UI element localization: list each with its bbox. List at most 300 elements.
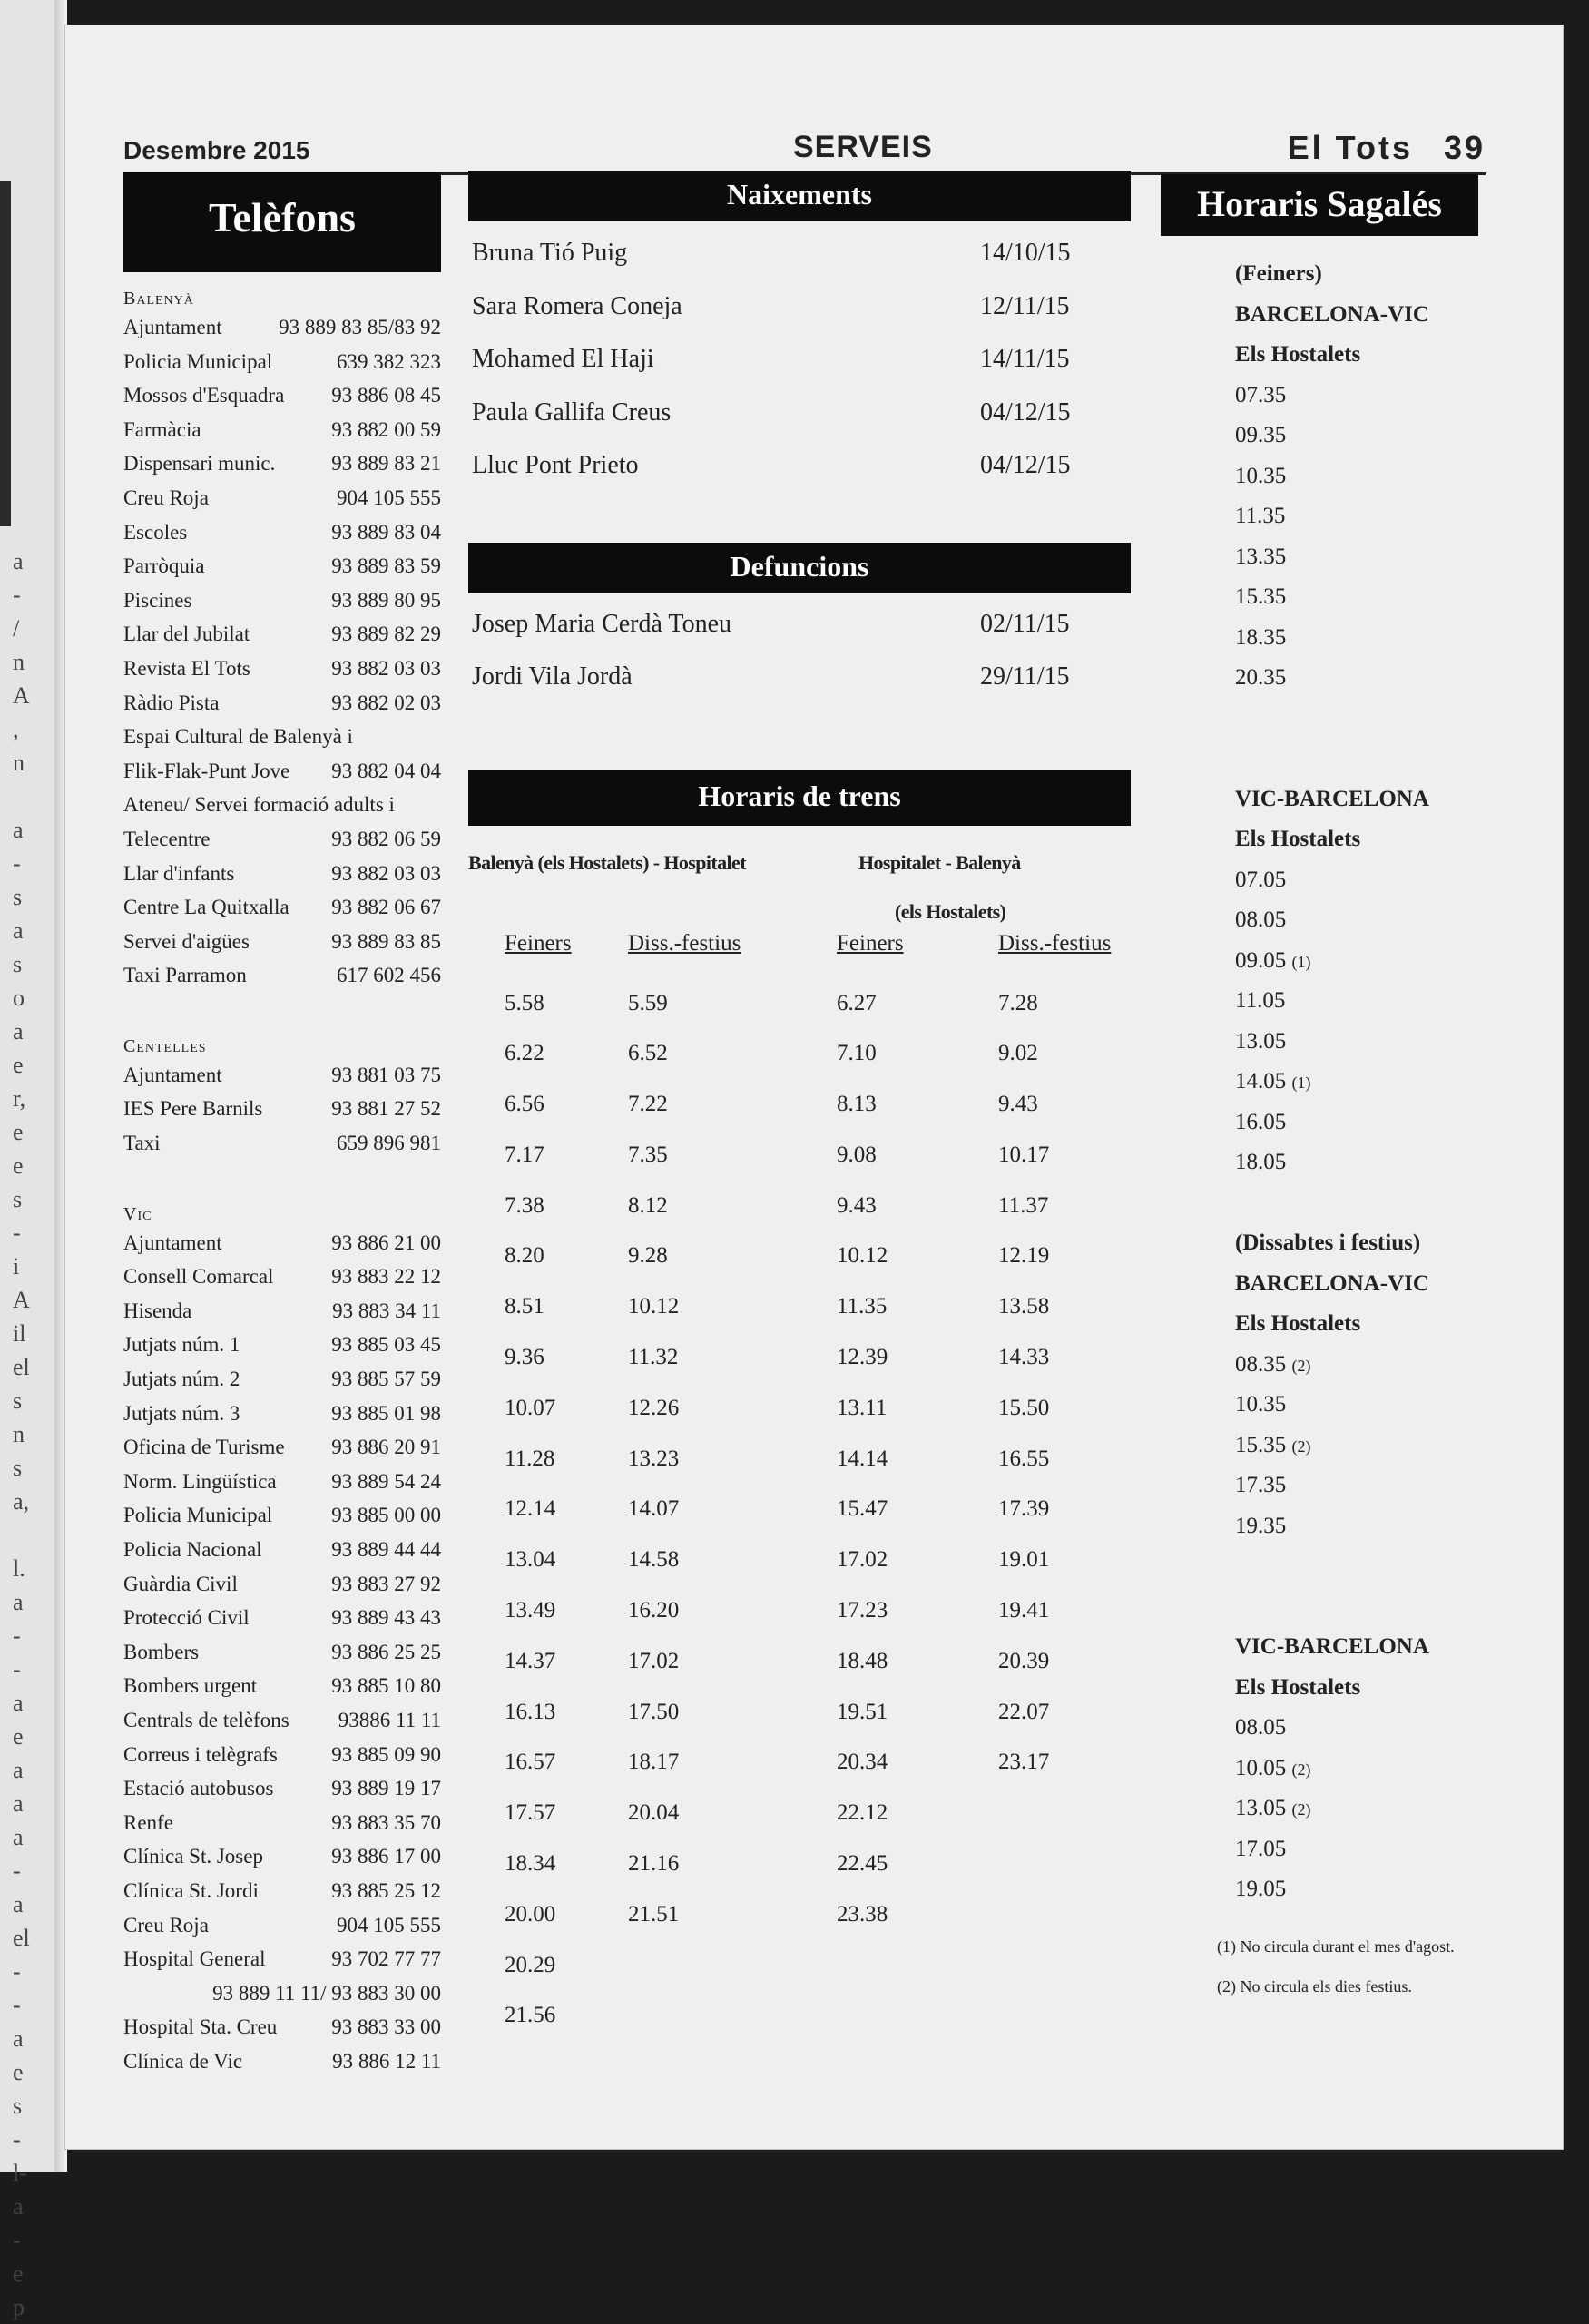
bus-time-row — [1235, 537, 1478, 578]
train-time: 6.56 — [505, 1092, 544, 1117]
prev-page-fragment: s — [13, 1455, 23, 1481]
phone-entry-name: Clínica St. Jordi — [123, 1878, 259, 1902]
phone-entry-name: Hospital General — [123, 1947, 266, 1971]
prev-page-fragment: A — [13, 1287, 30, 1313]
bus-time-note: (2) — [1291, 1800, 1311, 1819]
phone-number: 93 889 83 85 — [331, 929, 441, 953]
train-time: 16.20 — [628, 1598, 680, 1623]
naixements-entry — [472, 333, 1131, 387]
phone-number: 93 889 83 59 — [331, 554, 441, 578]
phone-row — [123, 549, 441, 583]
train-time: 20.00 — [505, 1901, 556, 1927]
phone-number: 93 889 11 11/ 93 883 30 00 — [212, 1981, 441, 2005]
phone-number: 93 882 02 03 — [331, 691, 441, 714]
bus-time: 13.35 — [1235, 544, 1287, 569]
train-row — [468, 1332, 1131, 1383]
phone-row — [123, 310, 441, 345]
bus-time-row — [1235, 860, 1478, 901]
train-time: 11.28 — [505, 1446, 555, 1471]
train-time: 12.26 — [628, 1395, 680, 1420]
train-time: 5.58 — [505, 990, 544, 1015]
train-time: 10.12 — [628, 1294, 680, 1319]
phone-row — [123, 1738, 441, 1772]
phone-number: 93 885 03 45 — [331, 1333, 441, 1357]
phone-entry-name: Policia Municipal — [123, 349, 273, 373]
defuncions-entry — [472, 598, 1131, 652]
bus-time-note: (2) — [1291, 1356, 1311, 1375]
phone-number: 93 886 12 11 — [332, 2049, 441, 2073]
train-row — [468, 1940, 1131, 1991]
train-time: 19.01 — [998, 1547, 1050, 1573]
person-name: Sara Romera Coneja — [472, 291, 682, 320]
phone-entry-name: Protecció Civil — [123, 1606, 250, 1630]
train-time: 22.12 — [837, 1800, 888, 1826]
train-time: 17.57 — [505, 1800, 556, 1826]
bus-time: 07.05 — [1235, 867, 1287, 892]
naixements-list — [468, 227, 1131, 493]
train-time: 11.37 — [998, 1192, 1049, 1218]
defuncions-title: Defuncions — [468, 543, 1131, 593]
train-time: 14.58 — [628, 1547, 680, 1573]
page-number: 39 — [1443, 129, 1486, 166]
train-time: 21.51 — [628, 1901, 680, 1927]
col-festius-a: Diss.-festius — [628, 930, 741, 956]
train-time: 11.35 — [837, 1294, 888, 1319]
bus-time: 14.05 — [1235, 1069, 1287, 1093]
train-time: 13.58 — [998, 1294, 1050, 1319]
phone-row — [123, 1328, 441, 1362]
bus-time-row — [1235, 1749, 1478, 1790]
phone-entry-name: Norm. Lingüística — [123, 1469, 277, 1493]
prev-page-fragment — [13, 1518, 29, 1552]
bus-time: 09.05 — [1235, 947, 1287, 973]
phone-number: 93 883 22 12 — [331, 1265, 441, 1289]
bus-route: VIC-BARCELONA — [1235, 1634, 1429, 1659]
train-time: 21.56 — [505, 2003, 556, 2028]
prev-page-fragment: l. — [13, 1555, 25, 1582]
spacer — [1235, 739, 1478, 780]
bus-time-row — [1235, 1426, 1478, 1466]
phone-number: 904 105 555 — [337, 1913, 441, 1937]
person-name: Lluc Pont Prieto — [472, 451, 639, 479]
bus-time: 15.35 — [1235, 584, 1287, 609]
prev-page-fragment: - — [13, 582, 21, 608]
phone-row — [123, 1839, 441, 1874]
phone-number: 93 886 21 00 — [331, 1231, 441, 1254]
phone-number: 93 889 83 04 — [331, 520, 441, 544]
phone-row — [123, 345, 441, 379]
prev-page-fragment: - — [13, 1623, 21, 1649]
phone-entry-name: Hisenda — [123, 1299, 192, 1322]
bus-time: 20.35 — [1235, 665, 1287, 690]
train-time: 6.52 — [628, 1041, 668, 1066]
phone-entry-name: Ajuntament — [123, 1063, 222, 1086]
train-row — [468, 1484, 1131, 1535]
phone-entry-name: Espai Cultural de Balenyà i — [123, 725, 353, 749]
phone-number: 93 886 20 91 — [331, 1436, 441, 1459]
prev-page-fragment: - — [13, 850, 21, 877]
train-row — [468, 1839, 1131, 1889]
person-name: Josep Maria Cerdà Toneu — [472, 609, 732, 638]
train-time: 14.14 — [837, 1446, 888, 1471]
prev-page-fragment: l- — [13, 2160, 27, 2186]
train-time: 20.29 — [505, 1952, 556, 1977]
train-time: 9.08 — [837, 1142, 877, 1167]
phone-row — [123, 446, 441, 481]
spacer — [1235, 1183, 1478, 1224]
phone-row — [123, 1601, 441, 1635]
phone-row — [123, 1430, 441, 1465]
person-name: Paula Gallifa Creus — [472, 397, 672, 427]
prev-page-fragment: a — [13, 817, 24, 843]
bus-time-note: (1) — [1291, 1074, 1311, 1092]
defuncions-list — [468, 598, 1131, 704]
phone-row — [123, 1771, 441, 1806]
entry-date: 04/12/15 — [980, 451, 1071, 479]
prev-page-fragment: e — [13, 2260, 24, 2287]
col-feiners-a: Feiners — [505, 930, 572, 956]
phone-entry-name: Oficina de Turisme — [123, 1436, 285, 1459]
phone-number: 93 885 57 59 — [331, 1368, 441, 1391]
train-time: 16.55 — [998, 1446, 1050, 1471]
naixements-entry — [472, 439, 1131, 493]
phone-entry-name: Mossos d'Esquadra — [123, 384, 285, 407]
bus-route: BARCELONA-VIC — [1235, 301, 1429, 327]
phone-row — [123, 1226, 441, 1260]
prev-page-fragment: , — [13, 716, 19, 742]
phone-number: 93 885 25 12 — [331, 1878, 441, 1902]
phone-entry-name: Guàrdia Civil — [123, 1572, 238, 1595]
train-time: 9.43 — [837, 1192, 877, 1218]
train-row — [468, 1788, 1131, 1839]
previous-page-text-fragments — [13, 544, 29, 2324]
bus-time-row — [1235, 1869, 1478, 1910]
phone-number: 93 885 00 00 — [331, 1504, 441, 1527]
telefons-list — [123, 283, 441, 2079]
train-row — [468, 978, 1131, 1029]
phone-number: 93 886 17 00 — [331, 1845, 441, 1868]
prev-page-fragment: s — [13, 1186, 23, 1212]
phone-entry-name: Correus i telègrafs — [123, 1742, 278, 1766]
train-time: 19.51 — [837, 1699, 888, 1724]
prev-page-fragment: a — [13, 1824, 24, 1850]
bus-time: 08.05 — [1235, 1715, 1287, 1740]
phone-row — [123, 686, 441, 721]
naixements-entry — [472, 280, 1131, 334]
phone-row — [123, 1908, 441, 1943]
telefons-title: Telèfons — [123, 172, 441, 272]
train-time: 14.33 — [998, 1345, 1050, 1370]
prev-page-fragment: a — [13, 2025, 24, 2052]
train-row — [468, 1231, 1131, 1281]
phone-row — [123, 1362, 441, 1397]
prev-page-fragment: / — [13, 615, 20, 642]
trains-column-headers — [468, 931, 1131, 978]
entry-date: 12/11/15 — [980, 291, 1070, 320]
prev-page-fragment: - — [13, 1992, 21, 2018]
phone-number: 93 882 03 03 — [331, 861, 441, 885]
prev-page-fragment: a — [13, 1690, 24, 1716]
page-header — [123, 98, 1486, 175]
prev-page-fragment: a — [13, 1757, 24, 1783]
prev-page-fragment: o — [13, 985, 25, 1011]
naixements-entry — [472, 227, 1131, 280]
train-time: 17.23 — [837, 1598, 888, 1623]
phone-number: 93 882 03 03 — [331, 656, 441, 680]
phone-entry-name: Parròquia — [123, 554, 205, 578]
phone-entry-name: Servei d'aigües — [123, 929, 250, 953]
phone-entry-name: Llar d'infants — [123, 861, 235, 885]
prev-page-fragment: - — [13, 1958, 21, 1985]
phone-row — [123, 1806, 441, 1840]
phone-entry-name: Consell Comarcal — [123, 1265, 274, 1289]
phone-row — [123, 720, 441, 754]
bus-time-row — [1235, 376, 1478, 417]
phone-row — [123, 1703, 441, 1738]
bus-time-note: (2) — [1291, 1437, 1311, 1456]
bus-time-row — [1235, 456, 1478, 497]
phone-entry-name: Creu Roja — [123, 485, 209, 509]
train-row — [468, 1383, 1131, 1434]
route-balenya-hospitalet: Balenyà (els Hostalets) - Hospitalet — [468, 850, 746, 874]
phone-row — [123, 788, 441, 822]
train-time: 13.23 — [628, 1446, 680, 1471]
bus-time: 11.05 — [1235, 988, 1286, 1013]
train-row — [468, 1535, 1131, 1585]
phone-row — [123, 857, 441, 891]
bus-time: 10.05 — [1235, 1755, 1287, 1780]
train-time: 8.20 — [505, 1243, 544, 1269]
bus-time: 08.05 — [1235, 907, 1287, 932]
phone-number: 93 881 27 52 — [331, 1097, 441, 1121]
prev-page-fragment: el — [13, 1354, 30, 1380]
train-time: 14.07 — [628, 1496, 680, 1522]
bus-time: 07.35 — [1235, 382, 1287, 407]
phone-entry-name: Ajuntament — [123, 316, 222, 338]
bus-time-row — [1235, 1385, 1478, 1426]
train-time: 7.22 — [628, 1092, 668, 1117]
train-time: 13.11 — [837, 1395, 888, 1420]
train-time: 12.39 — [837, 1345, 888, 1370]
bus-time: 09.35 — [1235, 423, 1287, 447]
phone-entry-name: Jutjats núm. 3 — [123, 1401, 240, 1425]
prev-page-fragment: a — [13, 2193, 24, 2220]
person-name: Mohamed El Haji — [472, 345, 654, 373]
phone-entry-name: Jutjats núm. 1 — [123, 1333, 240, 1357]
prev-page-fragment: e — [13, 1052, 24, 1078]
train-time: 10.07 — [505, 1395, 556, 1420]
bus-route: VIC-BARCELONA — [1235, 786, 1429, 811]
prev-page-fragment: - — [13, 2126, 21, 2152]
phone-number: 93 889 43 43 — [331, 1606, 441, 1630]
phone-number: 93 882 06 59 — [331, 827, 441, 850]
train-time: 7.38 — [505, 1192, 544, 1218]
train-time: 20.39 — [998, 1648, 1050, 1673]
bus-time: 18.35 — [1235, 624, 1287, 650]
train-time: 10.17 — [998, 1142, 1050, 1167]
footnote: (1) No circula durant el mes d'agost. — [1217, 1937, 1455, 1956]
prev-page-fragment: - — [13, 1858, 21, 1884]
trains-route-headings — [468, 826, 1131, 926]
train-row — [468, 1636, 1131, 1687]
phone-entry-name: Bombers urgent — [123, 1674, 258, 1698]
train-time: 18.34 — [505, 1851, 556, 1877]
issue-date: Desembre 2015 — [123, 136, 310, 164]
train-row — [468, 1079, 1131, 1130]
phone-entry-name: Taxi Parramon — [123, 964, 247, 987]
phone-number: 93 889 83 85/83 92 — [279, 316, 441, 338]
bus-time: 10.35 — [1235, 1392, 1287, 1417]
phone-number: 93 882 04 04 — [331, 759, 441, 782]
naixements-entry — [472, 387, 1131, 440]
bus-time: 18.05 — [1235, 1150, 1287, 1174]
sagales-schedules — [1161, 254, 1478, 1910]
spacer — [1235, 1546, 1478, 1587]
prev-page-fragment: s — [13, 884, 23, 910]
phone-row — [123, 2010, 441, 2045]
bus-time-row — [1235, 1142, 1478, 1183]
phone-row — [123, 1294, 441, 1329]
bus-time: 19.05 — [1235, 1877, 1287, 1901]
prev-page-fragment: a — [13, 1589, 24, 1615]
phone-number: 93 889 44 44 — [331, 1538, 441, 1561]
prev-page-fragment: il — [13, 1320, 26, 1347]
phone-number: 93 882 06 67 — [331, 896, 441, 919]
phone-entry-name: Bombers — [123, 1640, 200, 1663]
train-row — [468, 1028, 1131, 1079]
phone-row — [123, 1498, 441, 1533]
phone-number: 93 886 25 25 — [331, 1640, 441, 1663]
phone-row — [123, 890, 441, 925]
phone-entry-name: Hospital Sta. Creu — [123, 2015, 278, 2039]
phone-entry-name: Policia Municipal — [123, 1504, 273, 1527]
naixements-title: Naixements — [468, 171, 1131, 221]
prev-page-fragment: a — [13, 917, 24, 944]
train-time: 7.35 — [628, 1142, 668, 1167]
phone-row — [123, 1533, 441, 1567]
phone-number: 93 883 33 00 — [331, 2015, 441, 2039]
prev-page-fragment: - — [13, 1656, 21, 1682]
phone-row — [123, 1976, 441, 2011]
phone-entry-name: Dispensari munic. — [123, 452, 276, 476]
bus-time: 15.35 — [1235, 1432, 1287, 1457]
train-time: 13.04 — [505, 1547, 556, 1573]
phone-row — [123, 1465, 441, 1499]
phone-number: 93 885 09 90 — [331, 1742, 441, 1766]
section-title: SERVEIS — [793, 130, 933, 164]
train-row — [468, 1990, 1131, 2041]
phone-number: 93 889 19 17 — [331, 1777, 441, 1800]
phone-entry-name: Centre La Quitxalla — [123, 896, 289, 919]
train-time: 13.49 — [505, 1598, 556, 1623]
phone-row — [123, 958, 441, 993]
train-time: 9.02 — [998, 1041, 1038, 1066]
phone-row — [123, 1567, 441, 1602]
train-time: 6.27 — [837, 990, 877, 1015]
train-time: 17.02 — [628, 1648, 680, 1673]
phone-row — [123, 378, 441, 413]
train-time: 14.37 — [505, 1648, 556, 1673]
phone-entry-name: Centrals de telèfons — [123, 1708, 289, 1731]
phone-number: 93886 11 11 — [338, 1708, 441, 1731]
bus-time-row — [1235, 1103, 1478, 1143]
train-time: 16.57 — [505, 1750, 556, 1775]
phone-entry-name: IES Pere Barnils — [123, 1097, 263, 1121]
bus-time-row — [1235, 1466, 1478, 1506]
magazine-page — [65, 25, 1563, 2149]
phone-row — [123, 1874, 441, 1908]
phone-entry-name: Revista El Tots — [123, 656, 250, 680]
phone-row — [123, 925, 441, 959]
train-time: 23.17 — [998, 1750, 1050, 1775]
prev-page-fragment: s — [13, 1388, 23, 1414]
train-time: 12.14 — [505, 1496, 556, 1522]
train-row — [468, 1585, 1131, 1636]
prev-page-fragment: s — [13, 951, 23, 977]
prev-page-fragment: a — [13, 548, 24, 574]
phone-number: 93 882 00 59 — [331, 417, 441, 441]
entry-date: 04/12/15 — [980, 397, 1071, 427]
bus-time: 17.35 — [1235, 1473, 1287, 1497]
phone-row — [123, 1092, 441, 1126]
phone-number: 93 886 08 45 — [331, 384, 441, 407]
bus-time: 08.35 — [1235, 1351, 1287, 1377]
bus-time-row — [1235, 658, 1478, 699]
col-festius-b: Diss.-festius — [998, 930, 1112, 956]
section-heading: Vic — [123, 1203, 152, 1224]
bus-time-note: (1) — [1291, 952, 1311, 971]
phone-row — [123, 1669, 441, 1703]
train-time: 9.36 — [505, 1345, 544, 1370]
phone-row — [123, 1260, 441, 1294]
phone-entry-name: Policia Nacional — [123, 1538, 262, 1561]
phone-entry-name: Escoles — [123, 520, 188, 544]
phone-row — [123, 413, 441, 447]
route-hospitalet-balenya-stop: (els Hostalets) — [895, 899, 1006, 923]
bus-time-row — [1235, 618, 1478, 659]
person-name: Bruna Tió Puig — [472, 239, 628, 267]
sagales-title: Horaris Sagalés — [1161, 174, 1478, 236]
bus-time: 13.05 — [1235, 1796, 1287, 1820]
train-time: 11.32 — [628, 1345, 679, 1370]
train-time: 22.45 — [837, 1851, 888, 1877]
phone-entry-name: Creu Roja — [123, 1913, 209, 1937]
prev-page-fragment: a, — [13, 1488, 30, 1515]
footnote: (2) No circula els dies festius. — [1217, 1976, 1412, 1996]
prev-page-fragment — [13, 780, 29, 813]
train-time: 20.04 — [628, 1800, 680, 1826]
spacer — [1235, 699, 1478, 740]
prev-page-fragment: e — [13, 1152, 24, 1179]
phone-entry-name: Clínica St. Josep — [123, 1845, 263, 1868]
bus-time-row — [1235, 1708, 1478, 1749]
train-time: 5.59 — [628, 990, 668, 1015]
phone-row — [123, 754, 441, 789]
train-row — [468, 1181, 1131, 1231]
phone-number: 93 702 77 77 — [331, 1947, 441, 1971]
phone-entry-name: Telecentre — [123, 827, 211, 850]
phone-number: 93 883 34 11 — [332, 1299, 441, 1322]
prev-page-fragment: - — [13, 2227, 21, 2253]
train-time: 6.22 — [505, 1041, 544, 1066]
telefons-column — [123, 172, 441, 2079]
phone-entry-name: Ateneu/ Servei formació adults i — [123, 793, 395, 817]
col-feiners-b: Feiners — [837, 930, 904, 956]
phone-number: 93 883 27 92 — [331, 1572, 441, 1595]
schedule-type: (Dissabtes i festius) — [1235, 1231, 1421, 1255]
phone-row — [123, 1942, 441, 1976]
prev-page-fragment: p — [13, 2294, 25, 2320]
